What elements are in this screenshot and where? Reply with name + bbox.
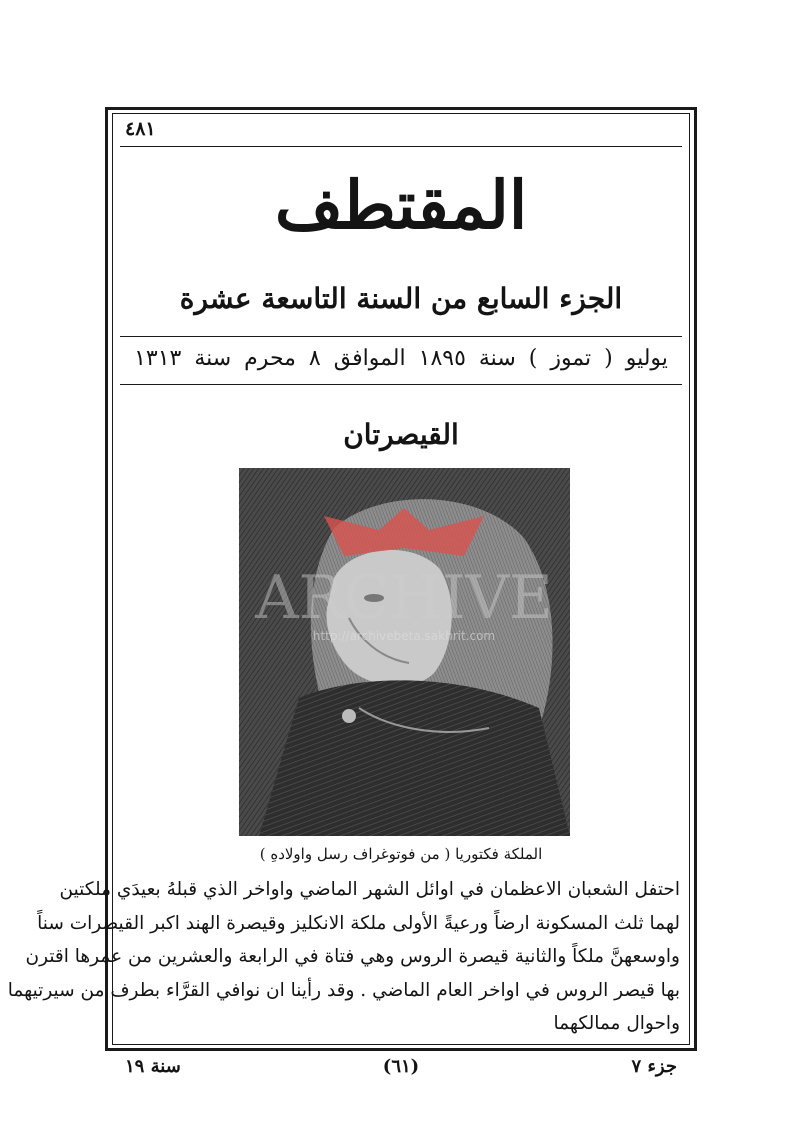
footer-year: سنة ١٩ — [125, 1056, 181, 1077]
body-line: واوسعهنَّ ملكاً والثانية قيصرة الروس وهي فتاة في الرابعة والعشرين من عمرها اقترن — [25, 946, 680, 967]
article-body — [7, 873, 680, 1041]
body-line: احتفل الشعبان الاعظمان في اوائل الشهر الماضي واواخر الذي قبلهُ بعيدَي ملكتين — [59, 879, 680, 900]
body-line: واحوال ممالكهما — [553, 1013, 680, 1034]
body-line: بها قيصر الروس في اواخر العام الماضي . وقد رأينا ان نوافي القرَّاء بطرف من سيرتيهما — [7, 979, 680, 1001]
issue-subtitle: الجزء السابع من السنة التاسعة عشرة — [179, 282, 623, 315]
page-number: ٤٨١ — [125, 118, 156, 140]
footer-part: جزء ٧ — [631, 1056, 677, 1077]
portrait-engraving — [239, 468, 570, 836]
footer-page: (٦١) — [382, 1056, 420, 1077]
journal-masthead: المقتطف — [274, 166, 528, 244]
article-title: القيصرتان — [343, 418, 459, 451]
dateline: يوليو ( تموز ) سنة ١٨٩٥ الموافق ٨ محرم سنة ١٣١٣ — [134, 346, 668, 371]
header-rule — [120, 146, 682, 147]
page-footer — [120, 1056, 682, 1082]
body-line: لهما ثلث المسكونة ارضاً ورعيةً الأولى ملكة الانكليز وقيصرة الهند اكبر القيصرات سناً — [37, 912, 680, 934]
dateline-bottom-rule — [120, 384, 682, 385]
dateline-top-rule — [120, 336, 682, 337]
watermark-text: ARCHIVE — [255, 563, 553, 633]
watermark-url: http://archivebeta.sakhrit.com — [312, 629, 496, 643]
portrait-caption: الملكة فكتوريا ( من فوتوغراف رسل واولادهِ ) — [259, 845, 543, 863]
